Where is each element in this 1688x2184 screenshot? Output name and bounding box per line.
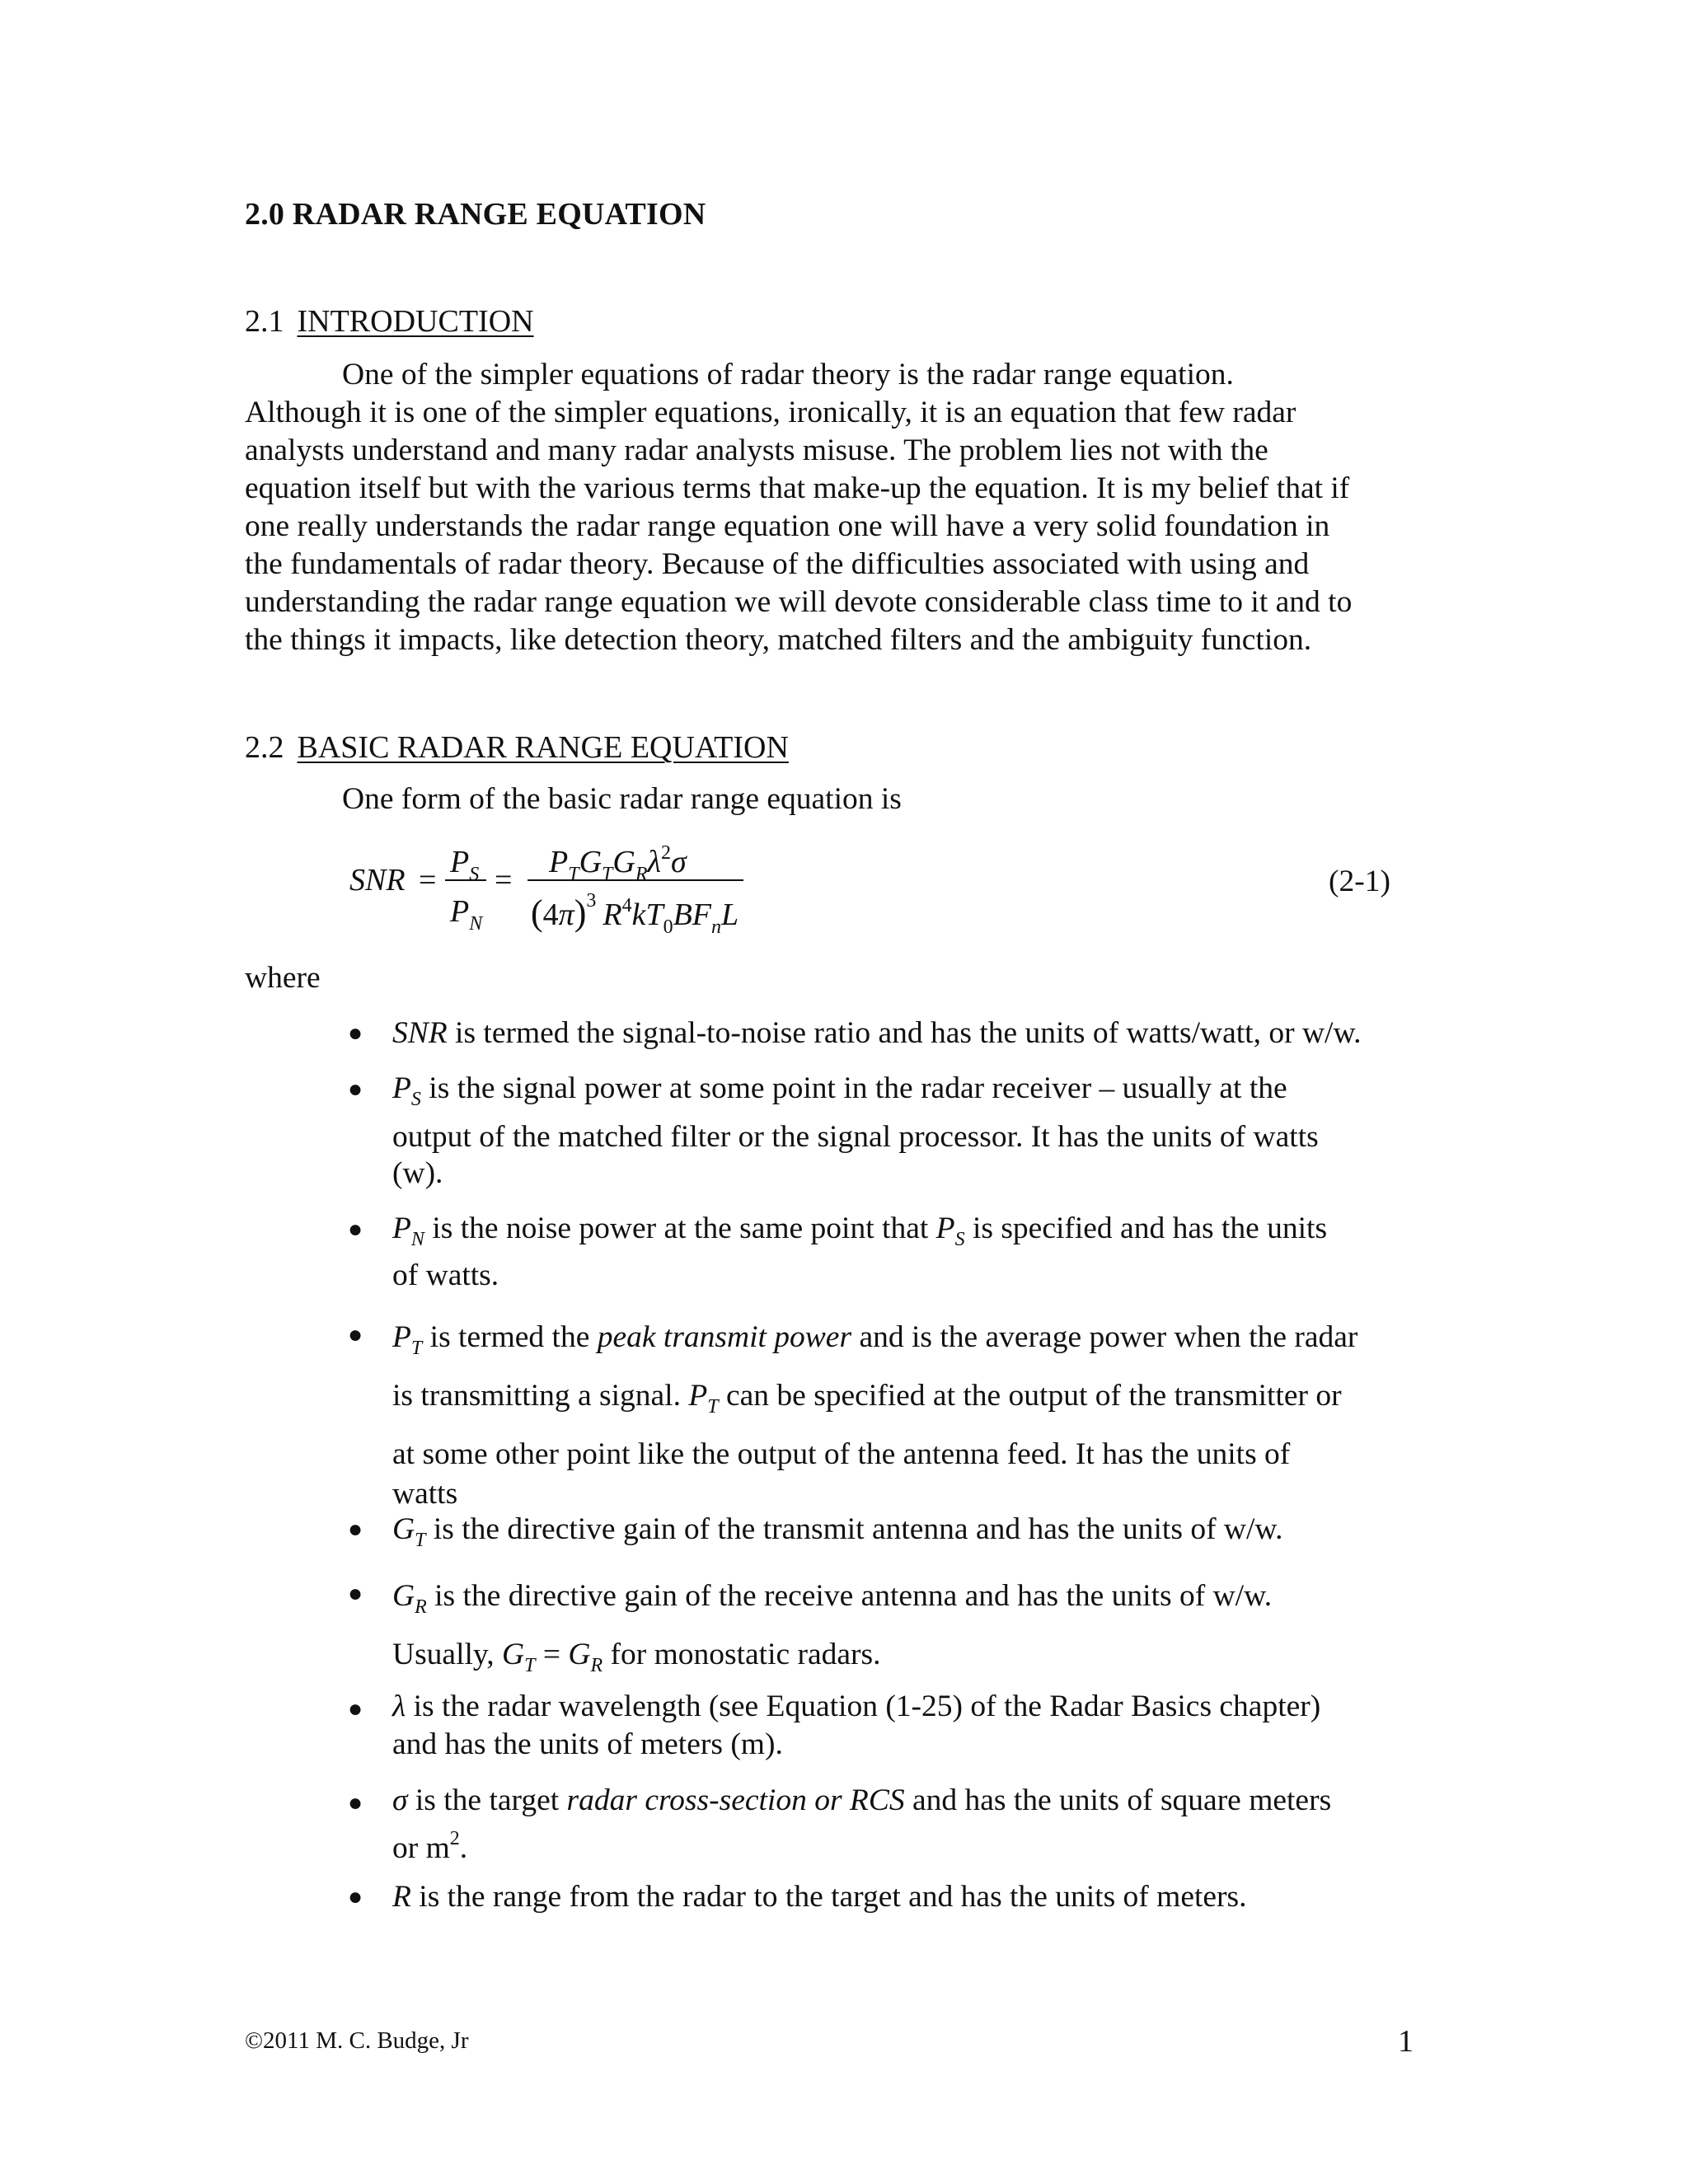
bullet-icon: ●	[348, 1216, 363, 1243]
intro-line-4: equation itself but with the various terms that make-up the equation. It is my belief that if	[245, 471, 1350, 505]
intro-paragraph	[245, 356, 1448, 659]
bullet-icon: ●	[348, 1076, 363, 1103]
bullet-icon: ●	[348, 1883, 363, 1910]
copyright-footer: ©2011 M. C. Budge, Jr	[245, 2027, 469, 2054]
where-label: where	[245, 961, 321, 995]
equation-number: (2-1)	[1329, 865, 1390, 898]
eq-numerator: $P_TG_TG_R\lambda^2\sigma$	[549, 842, 687, 885]
section-2-2-heading	[245, 729, 789, 766]
intro-line-8: the things it impacts, like detection theory, matched filters and the ambiguity function.	[245, 623, 1312, 657]
page-number: 1	[1398, 2024, 1414, 2059]
intro-line-2: Although it is one of the simpler equations, ironically, it is an equation that few radar	[245, 396, 1296, 429]
equation-intro: One form of the basic radar range equation is	[342, 782, 902, 816]
intro-line-6: the fundamentals of radar theory. Because of the difficulties associated with using and	[245, 547, 1310, 581]
intro-line-7: understanding the radar range equation we will devote considerable class time to it and to	[245, 585, 1353, 619]
section-2-1-heading	[245, 303, 534, 340]
intro-line-3: analysts understand and many radar analysts misuse. The problem lies not with the	[245, 434, 1268, 467]
eq-equals-1: =	[419, 863, 437, 898]
bullet-icon: ●	[348, 1695, 363, 1722]
eq-denominator: $(4\pi)^3$ $R^4kT_0BF_nL$	[531, 890, 739, 938]
eq-pn: $P_N$	[450, 894, 483, 935]
eq-lhs: SNR	[349, 863, 406, 898]
bullet-icon: ●	[348, 1580, 363, 1607]
eq-equals-2: =	[495, 863, 513, 898]
bullet-icon: ●	[348, 1321, 363, 1348]
bullet-icon: ●	[348, 1019, 363, 1047]
section-title: BASIC RADAR RANGE EQUATION	[297, 730, 789, 765]
bullet-icon: ●	[348, 1516, 363, 1543]
eq-ps: $P_S$	[450, 845, 480, 885]
intro-line-5: one really understands the radar range equation one will have a very solid foundation in	[245, 509, 1330, 543]
chapter-title: 2.0 RADAR RANGE EQUATION	[245, 197, 706, 232]
section-number: 2.2	[245, 730, 284, 765]
intro-line-1: One of the simpler equations of radar theory is the radar range equation.	[342, 358, 1234, 391]
section-title: INTRODUCTION	[297, 304, 534, 339]
bullet-icon: ●	[348, 1789, 363, 1816]
section-number: 2.1	[245, 304, 284, 339]
